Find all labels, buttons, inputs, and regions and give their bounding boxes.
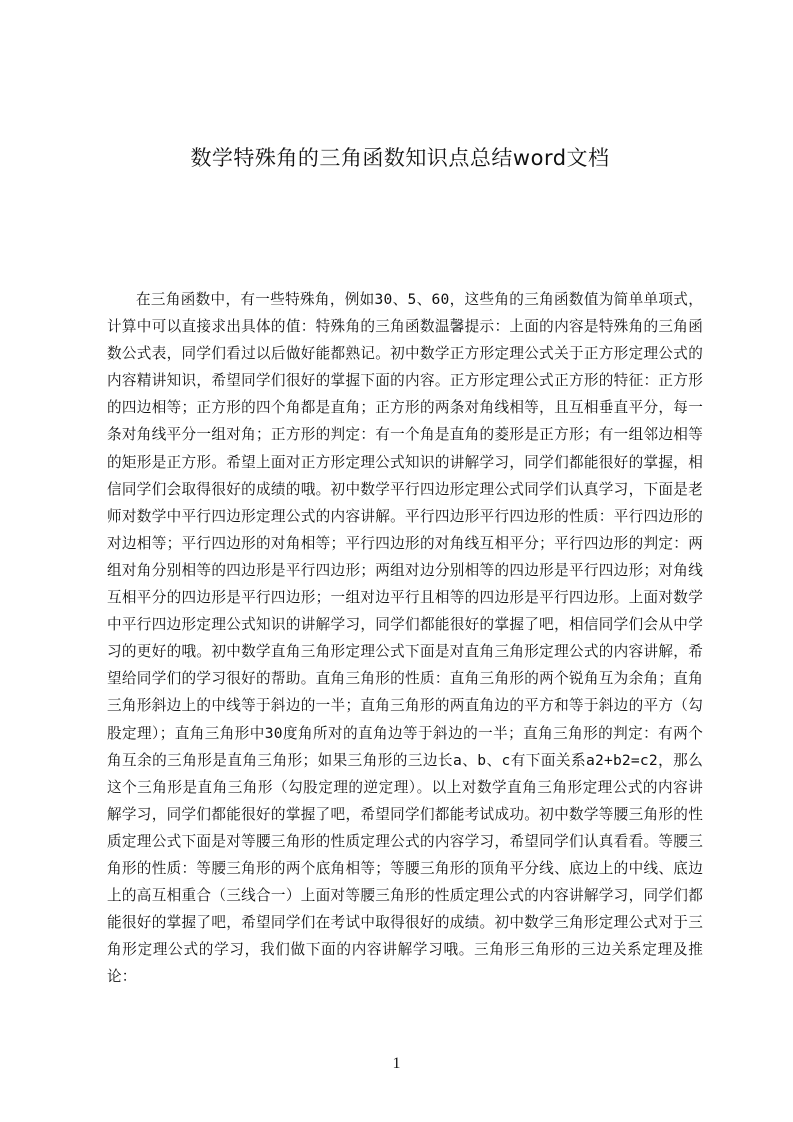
document-title: 数学特殊角的三角函数知识点总结word文档 xyxy=(190,146,610,170)
page-number: 1 xyxy=(392,1055,401,1072)
body-paragraph: 在三角函数中，有一些特殊角，例如30、5、60，这些角的三角函数值为简单单项式，计算中可以直接求出具体的值：特殊角的三角函数温馨提示：上面的内容是特殊角的三角函数公式表，同学们看过以后做好能都熟记。初中数学正方形定理公式关于正方形定理公式的内容精讲知识，希望同学们很好的掌握下面的内容。正方形定理公式正方形的特征：正方形的四边相等；正方形的四个角都是直角；正方形的两条对角线相等，且互相垂直平分，每一条对角线平分一组对角；正方形的判定：有一个角是直角的菱形是正方形；有一组邻边相等的矩形是正方形。希望上面对正方形定理公式知识的讲解学习，同学们都能很好的掌握，相信同学们会取得很好的成绩的哦。初中数学平行四边形定理公式同学们认真学习，下面是老师对数学中平行四边形定理公式的内容讲解。平行四边形平行四边形的性质：平行四边形的对边相等；平行四边形的对角相等；平行四边形的对角线互相平分；平行四边形的判定：两组对角分别相等的四边形是平行四边形；两组对边分别相等的四边形是平行四边形；对角线互相平分的四边形是平行四边形；一组对边平行且相等的四边形是平行四边形。上面对数学中平行四边形定理公式知识的讲解学习，同学们都能很好的掌握了吧，相信同学们会从中学习的更好的哦。初中数学直角三角形定理公式下面是对直角三角形定理公式的内容讲解，希望给同学们的学习很好的帮助。直角三角形的性质：直角三角形的两个锐角互为余角；直角三角形斜边上的中线等于斜边的一半；直角三角形的两直角边的平方和等于斜边的平方（勾股定理）；直角三角形中30度角所对的直角边等于斜边的一半；直角三角形的判定：有两个角互余的三角形是直角三角形；如果三角形的三边长a、b、c有下面关系a2+b2=c2，那么这个三角形是直角三角形（勾股定理的逆定理）。以上对数学直角三角形定理公式的内容讲解学习，同学们都能很好的掌握了吧，希望同学们都能考试成功。初中数学等腰三角形的性质定理公式下面是对等腰三角形的性质定理公式的内容学习，希望同学们认真看看。等腰三角形的性质：等腰三角形的两个底角相等；等腰三角形的顶角平分线、底边上的中线、底边上的高互相重合（三线合一）上面对等腰三角形的性质定理公式的内容讲解学习，同学们都能很好的掌握了吧，希望同学们在考试中取得很好的成绩。初中数学三角形定理公式对于三角形定理公式的学习，我们做下面的内容讲解学习哦。三角形三角形的三边关系定理及推论： xyxy=(107,291,703,986)
